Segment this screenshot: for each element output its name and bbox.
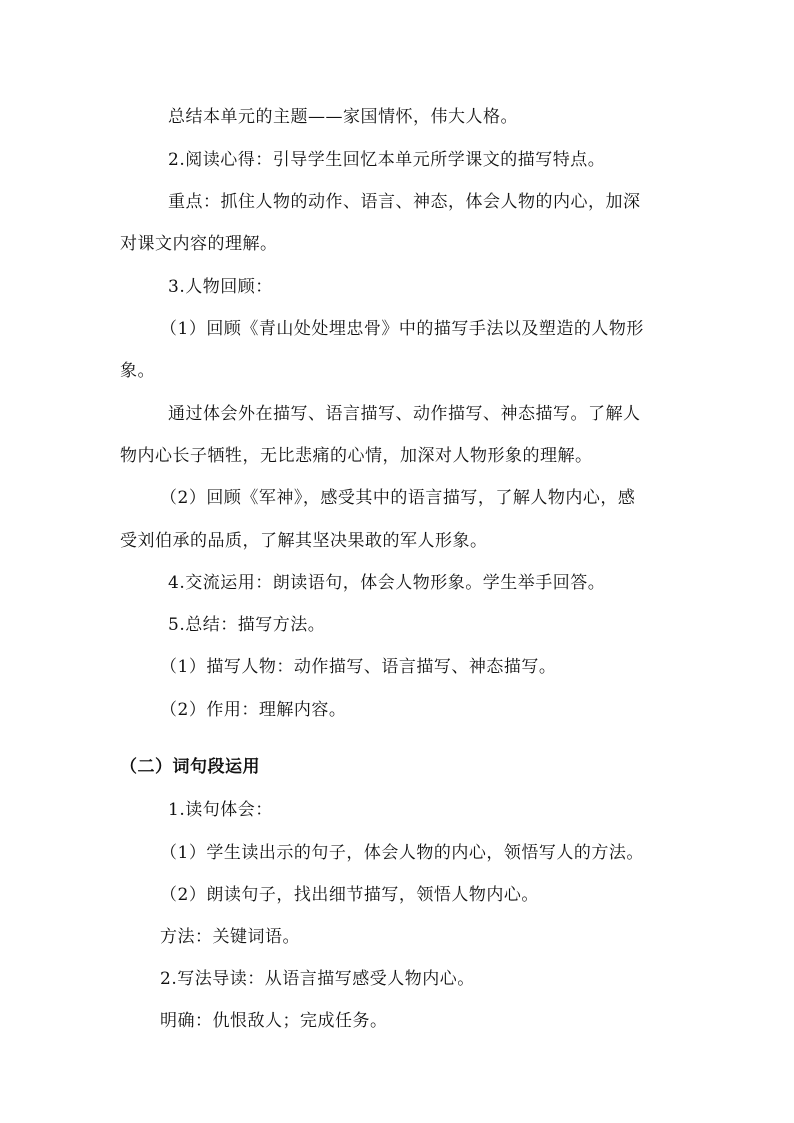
text-line-clarify: 明确：仇恨敌人；完成任务。: [160, 1011, 388, 1031]
text-line-summary-methods: 5.总结：描写方法。: [168, 615, 326, 635]
section-heading-word-sentence: （二）词句段运用: [120, 757, 260, 777]
text-line-writing-guide: 2.写法导读：从语言描写感受人物内心。: [160, 969, 475, 989]
text-line-review-1-cont: 象。: [120, 361, 155, 381]
text-line-review-1: （1）回顾《青山处处埋忠骨》中的描写手法以及塑造的人物形: [160, 319, 644, 339]
text-line-exchange-practice: 4.交流运用：朗读语句，体会人物形象。学生举手回答。: [168, 573, 606, 593]
text-line-description-analysis-cont: 物内心长子牺牲，无比悲痛的心情，加深对人物形象的理解。: [120, 446, 593, 466]
text-line-read-experience: 1.读句体会：: [168, 800, 273, 820]
text-line-method-1: （1）描写人物：动作描写、语言描写、神态描写。: [160, 657, 557, 677]
text-line-read-1: （1）学生读出示的句子，体会人物的内心，领悟写人的方法。: [160, 843, 644, 863]
text-line-description-analysis: 通过体会外在描写、语言描写、动作描写、神态描写。了解人: [168, 404, 641, 424]
text-line-reading-insight: 2.阅读心得：引导学生回忆本单元所学课文的描写特点。: [168, 150, 606, 170]
text-line-method-2: （2）作用：理解内容。: [160, 700, 347, 720]
text-line-key-point-cont: 对课文内容的理解。: [120, 234, 278, 254]
text-line-summary-theme: 总结本单元的主题——家国情怀，伟大人格。: [168, 107, 518, 127]
text-line-character-review: 3.人物回顾：: [168, 277, 273, 297]
text-line-read-2: （2）朗读句子，找出细节描写，领悟人物内心。: [160, 885, 539, 905]
text-line-method: 方法：关键词语。: [160, 927, 300, 947]
text-line-review-2: （2）回顾《军神》，感受其中的语言描写，了解人物内心，感: [160, 488, 636, 508]
text-line-review-2-cont: 受刘伯承的品质，了解其坚决果敢的军人形象。: [120, 531, 488, 551]
text-line-key-point: 重点：抓住人物的动作、语言、神态，体会人物的内心，加深: [168, 192, 641, 212]
